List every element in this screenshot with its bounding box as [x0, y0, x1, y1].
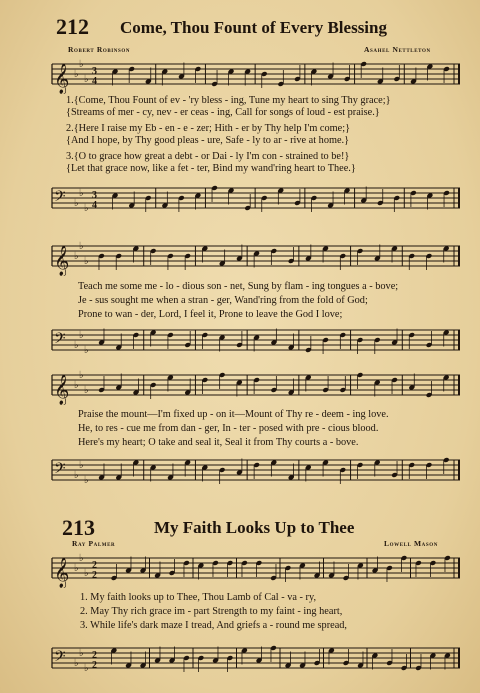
hymn-number: 212 [56, 14, 89, 39]
lyric-line: 3. While life's dark maze I tread, And griefs a - round me spread, [80, 620, 347, 631]
composer-credit: Lowell Mason [384, 539, 438, 548]
flat-icon: ♭ [74, 69, 79, 80]
time-signature-icon: 3 [92, 66, 97, 77]
time-signature-icon: 4 [92, 200, 97, 211]
lyricist-credit: Robert Robinson [68, 45, 131, 54]
treble-staff [48, 238, 462, 276]
flat-icon: ♭ [74, 380, 79, 391]
time-signature-icon: 3 [92, 190, 97, 201]
treble-staff [48, 550, 462, 588]
time-signature-icon: 2 [92, 570, 97, 581]
treble-staff [48, 367, 462, 405]
flat-icon: ♭ [84, 663, 89, 674]
lyricist-credit: Ray Palmer [72, 539, 116, 548]
hymn-title: Come, Thou Fount of Every Blessing [120, 18, 387, 37]
clef-icon: 𝄞 [54, 375, 70, 405]
verse-lyrics [78, 409, 460, 451]
lyric-line: Prone to wan - der, Lord, I feel it, Prone to leave the God I love; [78, 309, 343, 320]
flat-icon: ♭ [84, 568, 89, 579]
verse-lyrics [78, 281, 460, 323]
flat-icon: ♭ [84, 475, 89, 486]
hymn-title: My Faith Looks Up to Thee [154, 518, 355, 537]
lyric-line: Teach me some me - lo - dious son - net, Sung by flam - ing tongues a - bove; [78, 281, 399, 292]
flat-icon: ♭ [79, 553, 84, 564]
flat-icon: ♭ [79, 648, 84, 659]
flat-icon: ♭ [84, 256, 89, 267]
flat-icon: ♭ [74, 251, 79, 262]
time-signature-icon: 2 [92, 560, 97, 571]
clef-icon: 𝄢 [54, 648, 66, 669]
lyric-line: Here's my heart; O take and seal it, Seal it from Thy courts a - bove. [78, 437, 359, 448]
time-signature-icon: 2 [92, 660, 97, 671]
clef-icon: 𝄞 [54, 246, 70, 276]
bass-staff [48, 452, 462, 490]
flat-icon: ♭ [79, 370, 84, 381]
flat-icon: ♭ [74, 470, 79, 481]
lyric-line: He, to res - cue me from dan - ger, In - ter - posed with pre - cious blood. [78, 423, 379, 434]
time-signature-icon: 2 [92, 650, 97, 661]
flat-icon: ♭ [84, 203, 89, 214]
lyric-line: 1.{Come, Thou Fount of ev - 'ry bless - ing, Tune my heart to sing Thy grace;} [66, 95, 391, 106]
clef-icon: 𝄢 [54, 460, 66, 481]
composer-credit: Asahel Nettleton [364, 45, 431, 54]
lyric-line: {And I hope, by Thy good pleas - ure, Safe - ly to ar - rive at home.} [66, 135, 350, 146]
flat-icon: ♭ [79, 241, 84, 252]
flat-icon: ♭ [74, 340, 79, 351]
lyric-line: 3.{O to grace how great a debt - or Dai - ly I'm con - strained to be!} [66, 151, 350, 162]
flat-icon: ♭ [84, 345, 89, 356]
bass-staff [48, 640, 462, 678]
flat-icon: ♭ [79, 330, 84, 341]
flat-icon: ♭ [74, 198, 79, 209]
flat-icon: ♭ [74, 658, 79, 669]
flat-icon: ♭ [79, 188, 84, 199]
flat-icon: ♭ [74, 563, 79, 574]
lyric-line: {Streams of mer - cy, nev - er ceas - ing, Call for songs of loud - est praise.} [66, 107, 380, 118]
lyric-line: {Let that grace now, like a fet - ter, Bind my wand'ring heart to Thee.} [66, 163, 356, 174]
time-signature-icon: 4 [92, 76, 97, 87]
flat-icon: ♭ [79, 460, 84, 471]
clef-icon: 𝄢 [54, 188, 66, 209]
lyric-line: 2.{Here I raise my Eb - en - e - zer; Hith - er by Thy help I'm come;} [66, 123, 351, 134]
clef-icon: 𝄞 [54, 64, 70, 94]
bass-staff [48, 180, 462, 218]
verse-lyrics [80, 592, 460, 634]
lyric-line: 1. My faith looks up to Thee, Thou Lamb of Cal - va - ry, [80, 592, 317, 603]
bass-staff [48, 322, 462, 360]
lyric-line: Praise the mount—I'm fixed up - on it—Mount of Thy re - deem - ing love. [78, 409, 389, 420]
hymn-number: 213 [62, 515, 95, 540]
verse-lyrics [66, 95, 460, 177]
lyric-line: Je - sus sought me when a stran - ger, Wand'ring from the fold of God; [78, 295, 368, 306]
lyric-line: 2. May Thy rich grace im - part Strength to my faint - ing heart, [80, 606, 343, 617]
flat-icon: ♭ [84, 385, 89, 396]
treble-staff [48, 56, 462, 94]
clef-icon: 𝄢 [54, 330, 66, 351]
flat-icon: ♭ [84, 74, 89, 85]
flat-icon: ♭ [79, 59, 84, 70]
clef-icon: 𝄞 [54, 558, 70, 588]
